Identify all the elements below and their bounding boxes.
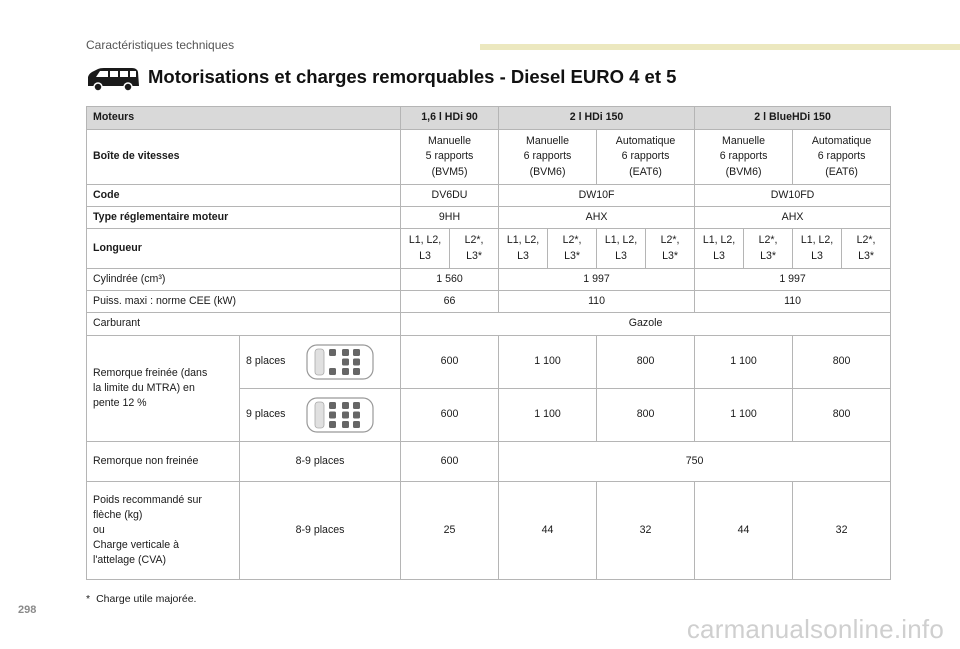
table-row bbox=[87, 269, 891, 291]
header-moteurs: Moteurs bbox=[87, 107, 401, 130]
cell-cylindree: 1 997 bbox=[695, 269, 891, 291]
cell-code: DW10FD bbox=[695, 185, 891, 207]
cell-type: AHX bbox=[695, 207, 891, 229]
cell-longueur: L2*, L3* bbox=[646, 229, 695, 269]
engine-specs-table bbox=[86, 106, 891, 580]
cell-remorque-freinee: 800 bbox=[597, 389, 695, 442]
table-row bbox=[87, 130, 891, 185]
cell-longueur: L2*, L3* bbox=[744, 229, 793, 269]
cell-longueur: L1, L2, L3 bbox=[597, 229, 646, 269]
places-label: 8 places bbox=[246, 355, 286, 368]
cell-remorque-freinee: 800 bbox=[793, 336, 891, 389]
cell-places: 8-9 places bbox=[240, 442, 401, 482]
table-row bbox=[87, 291, 891, 313]
cell-remorque-freinee: 800 bbox=[793, 389, 891, 442]
row-label-code: Code bbox=[87, 185, 401, 207]
section-accent-bar bbox=[480, 44, 960, 50]
table-row bbox=[87, 313, 891, 336]
cell-cylindree: 1 560 bbox=[401, 269, 499, 291]
cell-remorque-non-freinee: 750 bbox=[499, 442, 891, 482]
cell-remorque-freinee: 1 100 bbox=[695, 389, 793, 442]
cell-longueur: L1, L2, L3 bbox=[499, 229, 548, 269]
cell-cylindree: 1 997 bbox=[499, 269, 695, 291]
cell-longueur: L1, L2, L3 bbox=[695, 229, 744, 269]
cell-longueur: L2*, L3* bbox=[842, 229, 891, 269]
cell-remorque-non-freinee: 600 bbox=[401, 442, 499, 482]
table-header-row bbox=[87, 107, 891, 130]
seating-9-places-icon bbox=[305, 395, 375, 435]
watermark: carmanualsonline.info bbox=[686, 614, 944, 644]
footnote bbox=[86, 593, 196, 605]
cell-longueur: L1, L2, L3 bbox=[401, 229, 450, 269]
cell-code: DV6DU bbox=[401, 185, 499, 207]
section-title: Caractéristiques techniques bbox=[86, 38, 235, 52]
row-label-longueur: Longueur bbox=[87, 229, 401, 269]
row-label-poids-fleche: Poids recommandé sur flèche (kg) ou Charge verticale à l'attelage (CVA) bbox=[87, 482, 240, 580]
table-row bbox=[87, 229, 891, 269]
cell-poids-fleche: 44 bbox=[695, 482, 793, 580]
footnote-text: Charge utile majorée. bbox=[96, 593, 197, 605]
cell-carburant: Gazole bbox=[401, 313, 891, 336]
cell-longueur: L2*, L3* bbox=[450, 229, 499, 269]
cell-poids-fleche: 25 bbox=[401, 482, 499, 580]
cell-boite: Automatique 6 rapports (EAT6) bbox=[793, 130, 891, 185]
row-label-puissance: Puiss. maxi : norme CEE (kW) bbox=[87, 291, 401, 313]
cell-puissance: 110 bbox=[695, 291, 891, 313]
cell-boite: Manuelle 5 rapports (BVM5) bbox=[401, 130, 499, 185]
cell-poids-fleche: 32 bbox=[793, 482, 891, 580]
van-icon bbox=[84, 66, 142, 92]
cell-boite: Manuelle 6 rapports (BVM6) bbox=[499, 130, 597, 185]
cell-boite: Manuelle 6 rapports (BVM6) bbox=[695, 130, 793, 185]
header-engine-2: 2 l HDi 150 bbox=[499, 107, 695, 130]
cell-boite: Automatique 6 rapports (EAT6) bbox=[597, 130, 695, 185]
places-cell bbox=[240, 336, 401, 389]
row-label-remorque-non-freinee: Remorque non freinée bbox=[87, 442, 240, 482]
table-row bbox=[87, 207, 891, 229]
cell-remorque-freinee: 600 bbox=[401, 389, 499, 442]
cell-puissance: 110 bbox=[499, 291, 695, 313]
cell-puissance: 66 bbox=[401, 291, 499, 313]
row-label-carburant: Carburant bbox=[87, 313, 401, 336]
row-label-type: Type réglementaire moteur bbox=[87, 207, 401, 229]
seating-8-places-icon bbox=[305, 342, 375, 382]
cell-type: AHX bbox=[499, 207, 695, 229]
header-engine-1: 1,6 l HDi 90 bbox=[401, 107, 499, 130]
cell-longueur: L2*, L3* bbox=[548, 229, 597, 269]
cell-remorque-freinee: 1 100 bbox=[499, 336, 597, 389]
cell-longueur: L1, L2, L3 bbox=[793, 229, 842, 269]
cell-remorque-freinee: 600 bbox=[401, 336, 499, 389]
places-label: 9 places bbox=[246, 408, 286, 421]
table-row bbox=[87, 185, 891, 207]
page-heading: Motorisations et charges remorquables - Diesel EURO 4 et 5 bbox=[148, 66, 677, 87]
cell-type: 9HH bbox=[401, 207, 499, 229]
table-row bbox=[87, 442, 891, 482]
row-label-remorque-freinee: Remorque freinée (dans la limite du MTRA) en pente 12 % bbox=[87, 336, 240, 442]
header-engine-3: 2 l BlueHDi 150 bbox=[695, 107, 891, 130]
cell-remorque-freinee: 1 100 bbox=[695, 336, 793, 389]
cell-places: 8-9 places bbox=[240, 482, 401, 580]
table-row bbox=[87, 482, 891, 580]
cell-poids-fleche: 32 bbox=[597, 482, 695, 580]
cell-poids-fleche: 44 bbox=[499, 482, 597, 580]
page-number: 298 bbox=[18, 604, 37, 616]
row-label-cylindree: Cylindrée (cm³) bbox=[87, 269, 401, 291]
places-cell bbox=[240, 389, 401, 442]
cell-code: DW10F bbox=[499, 185, 695, 207]
row-label-boite: Boîte de vitesses bbox=[87, 130, 401, 185]
cell-remorque-freinee: 1 100 bbox=[499, 389, 597, 442]
cell-remorque-freinee: 800 bbox=[597, 336, 695, 389]
table-row bbox=[87, 336, 891, 389]
footnote-star: * bbox=[86, 593, 91, 605]
